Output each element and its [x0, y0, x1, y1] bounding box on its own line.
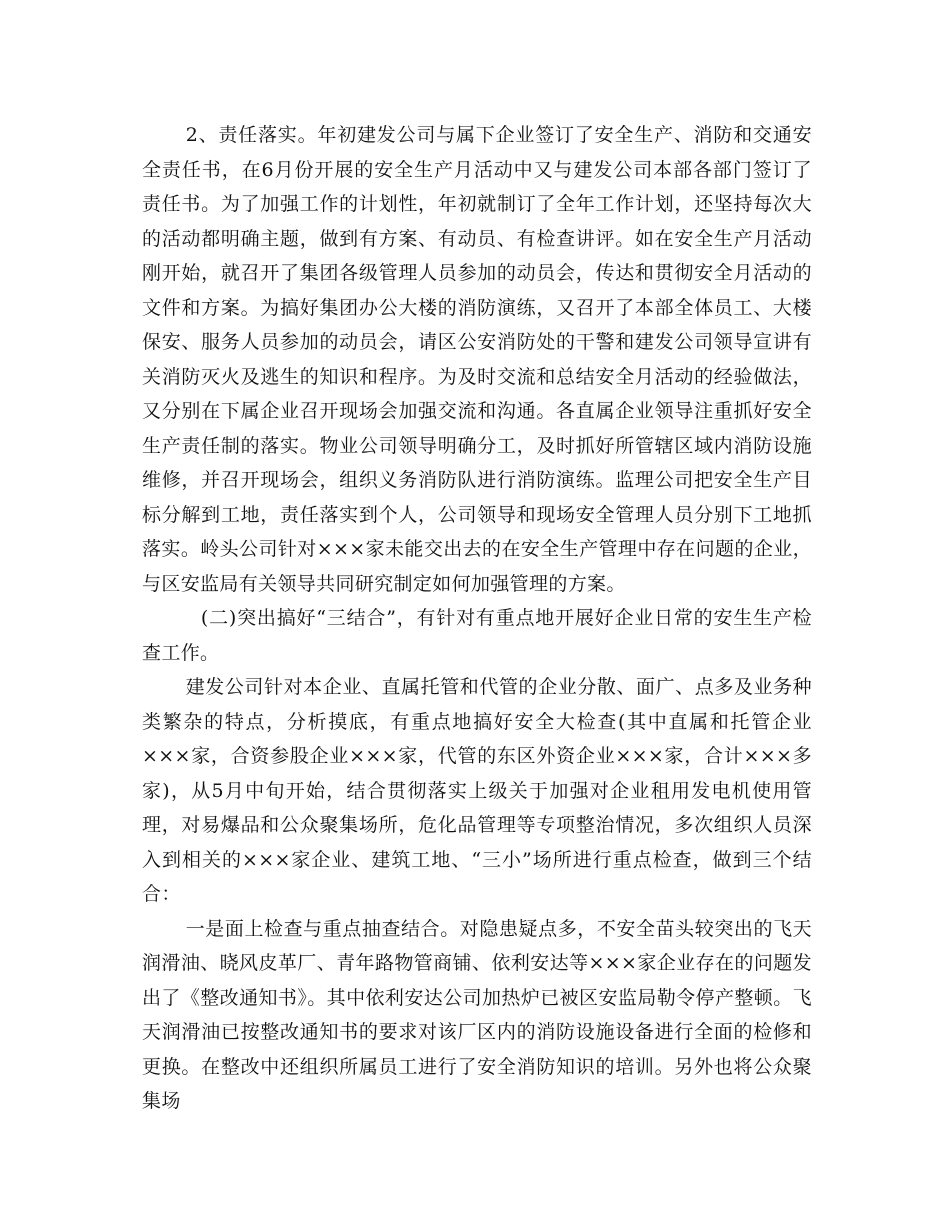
document-body	[142, 118, 812, 1119]
section-heading-three-combinations: (二)突出搞好“三结合”，有针对有重点地开展好企业日常的安生生产检查工作。	[142, 607, 812, 664]
paragraph-responsibility: 2、责任落实。年初建发公司与属下企业签订了安全生产、消防和交通安全责任书，在6月份开展的安全生产月活动中又与建发公司本部各部门签订了责任书。为了加强工作的计划性，年初就制订了全年工作计划，还坚持每次大的活动都明确主题，做到有方案、有动员、有检查讲评。如在安全生产月活动刚开始，就召开了集团各级管理人员参加的动员会，传达和贯彻安全月活动的文件和方案。为搞好集团办公大楼的消防演练，又召开了本部全体员工、大楼保安、服务人员参加的动员会，请区公安消防处的干警和建发公司领导宣讲有关消防灭火及逃生的知识和程序。为及时交流和总结安全月活动的经验做法，又分别在下属企业召开现场会加强交流和沟通。各直属企业领导注重抓好安全生产责任制的落实。物业公司领导明确分工，及时抓好所管辖区域内消防设施维修，并召开现场会，组织义务消防队进行消防演练。监理公司把安全生产目标分解到工地，责任落实到个人，公司领导和现场安全管理人员分别下工地抓落实。岭头公司针对×××家未能交出去的在安全生产管理中存在问题的企业，与区安监局有关领导共同研究制定如何加强管理的方案。	[142, 124, 812, 595]
paragraph-spot-check: 一是面上检查与重点抽查结合。对隐患疑点多，不安全苗头较突出的飞天润滑油、晓风皮革厂、青年路物管商铺、依利安达等×××家企业存在的问题发出了《整改通知书》。其中依利安达公司加热炉已被区安监局勒令停产整顿。飞天润滑油已按整改通知书的要求对该厂区内的消防设施设备进行全面的检修和更换。在整改中还组织所属员工进行了安全消防知识的培训。另外也将公众聚集场	[142, 917, 812, 1112]
paragraph-safety-inspection: 建发公司针对本企业、直属托管和代管的企业分散、面广、点多及业务种类繁杂的特点，分析摸底，有重点地搞好安全大检查(其中直属和托管企业×××家，合资参股企业×××家，代管的东区外资企业×××家，合计×××多家)，从5月中旬开始，结合贯彻落实上级关于加强对企业租用发电机使用管理，对易爆品和公众聚集场所，危化品管理等专项整治情况，多次组织人员深入到相关的×××家企业、建筑工地、“三小”场所进行重点检查，做到三个结合：	[142, 676, 812, 905]
